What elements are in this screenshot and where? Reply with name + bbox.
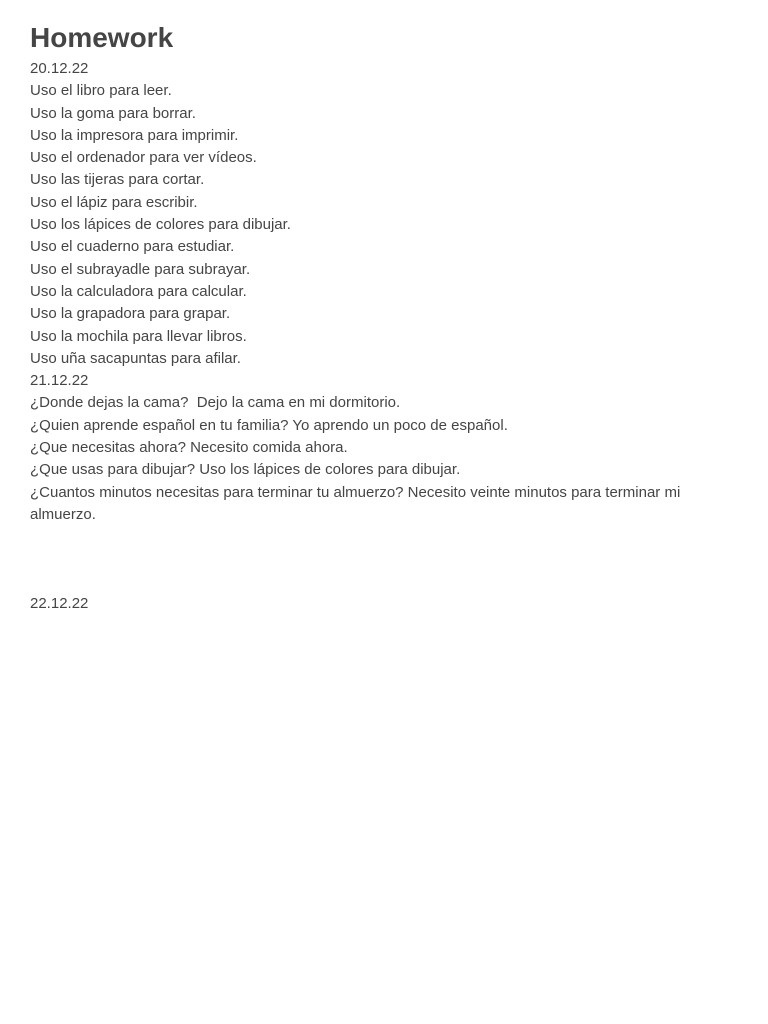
- note-line: Uso el cuaderno para estudiar.: [30, 238, 235, 256]
- note-line: Uso la mochila para llevar libros.: [30, 327, 247, 345]
- entry-20-12-22: [30, 58, 730, 370]
- note-line: ¿Donde dejas la cama? Dejo la cama en mi dormitorio.: [30, 394, 401, 412]
- note-line: ¿Que usas para dibujar? Uso los lápices de colores para dibujar.: [30, 461, 461, 479]
- entry-date: 21.12.22: [30, 372, 89, 390]
- note-line: ¿Cuantos minutos necesitas para terminar tu almuerzo? Necesito veinte minutos para terminar mi almuerzo.: [30, 483, 685, 523]
- entry-date: 22.12.22: [30, 595, 89, 613]
- note-line: Uso la goma para borrar.: [30, 104, 196, 122]
- note-line: ¿Quien aprende español en tu familia? Yo aprendo un poco de español.: [30, 416, 508, 434]
- note-line: Uso el subrayadle para subrayar.: [30, 260, 251, 278]
- note-line: Uso la calculadora para calcular.: [30, 282, 247, 300]
- entry-21-12-22: [30, 370, 730, 526]
- blank-lines: [30, 526, 730, 593]
- note-line: Uso la grapadora para grapar.: [30, 305, 231, 323]
- entry-date: 20.12.22: [30, 60, 89, 77]
- note-line: Uso el lápiz para escribir.: [30, 193, 198, 211]
- note-line: Uso la impresora para imprimir.: [30, 126, 239, 144]
- note-line: Uso uña sacapuntas para afilar.: [30, 349, 241, 367]
- note-line: Uso el libro para leer.: [30, 82, 172, 100]
- note-title[interactable]: Homework: [30, 22, 174, 53]
- note-line: Uso los lápices de colores para dibujar.: [30, 216, 291, 234]
- note-line: ¿Que necesitas ahora? Necesito comida ahora.: [30, 439, 348, 457]
- entry-22-12-22: [30, 593, 730, 615]
- note-line: Uso el ordenador para ver vídeos.: [30, 149, 257, 167]
- note-line: Uso las tijeras para cortar.: [30, 171, 205, 189]
- note-body[interactable]: [30, 18, 730, 616]
